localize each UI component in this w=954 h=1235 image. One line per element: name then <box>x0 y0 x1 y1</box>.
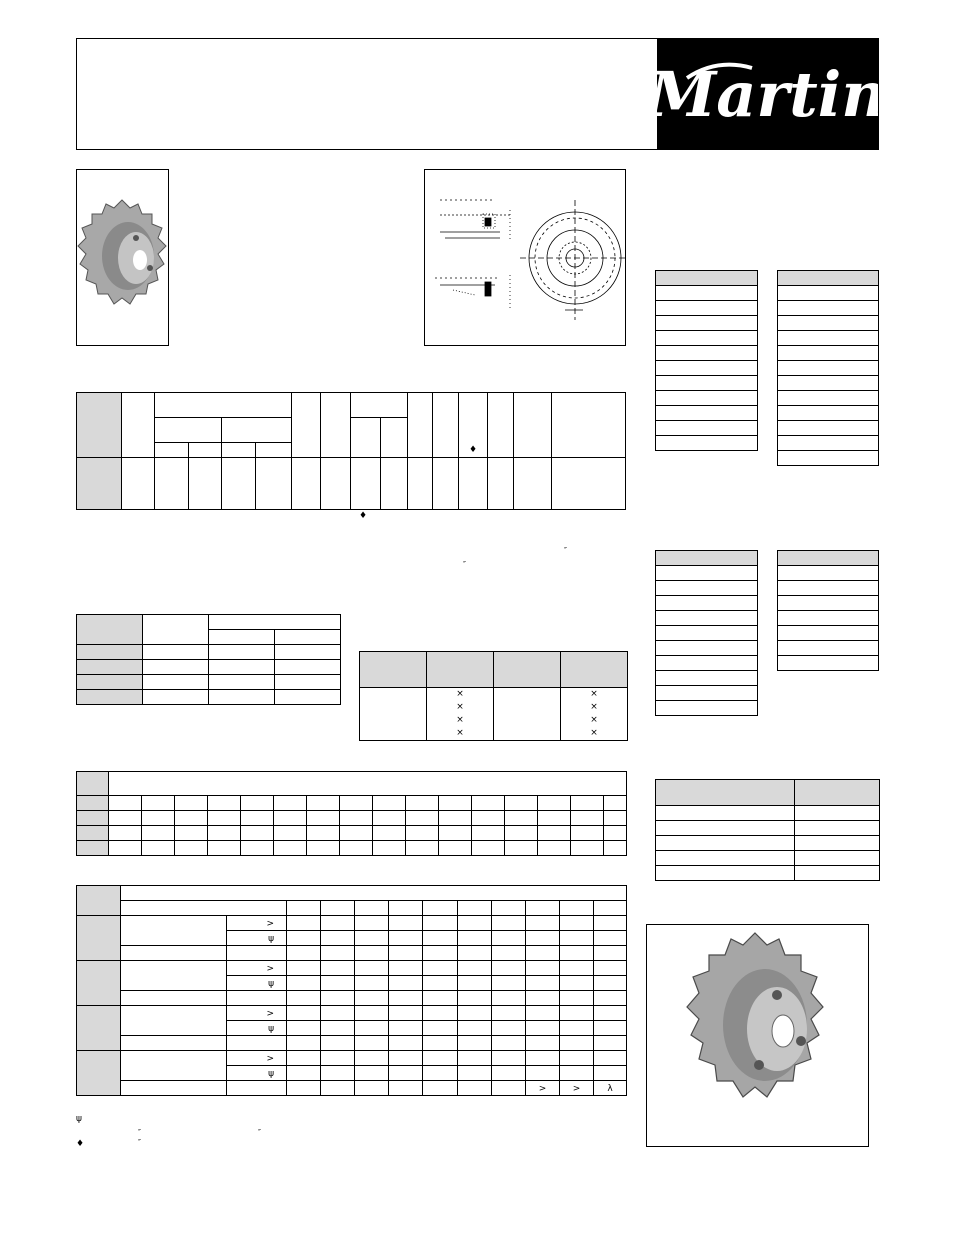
times-icon: × <box>456 702 464 712</box>
product-photo-frame <box>76 169 169 346</box>
side-table-b <box>777 270 879 466</box>
side-table-c <box>655 550 758 716</box>
times-icon: × <box>590 689 598 699</box>
inch-mark-icon: ″ <box>138 1138 141 1147</box>
dimension-table <box>359 651 628 741</box>
bore-table <box>76 614 341 705</box>
logo-text: Martin <box>657 58 878 131</box>
gt-icon: > <box>266 1053 274 1064</box>
inch-mark-icon: ″ <box>463 560 466 569</box>
psi-icon: ψ <box>268 978 274 989</box>
times-icon: × <box>456 689 464 699</box>
inch-mark-icon: ″ <box>258 1128 261 1137</box>
times-icon: × <box>456 715 464 725</box>
martin-logo <box>657 38 878 149</box>
psi-icon: ψ <box>268 1068 274 1079</box>
side-table-d <box>777 550 879 671</box>
psi-icon: ψ <box>268 1023 274 1034</box>
diamond-icon: ♦ <box>469 445 478 455</box>
gt-icon: > <box>538 1083 547 1094</box>
footnote-diamond-icon: ♦ <box>359 511 368 521</box>
lambda-icon: λ <box>607 1083 613 1094</box>
sprocket-photo <box>77 170 168 345</box>
technical-drawing <box>425 170 625 345</box>
gt-icon: > <box>266 963 274 974</box>
product-photo-large-frame <box>646 924 869 1147</box>
footnote-psi-icon: ψ <box>76 1114 82 1124</box>
inch-mark-icon: ″ <box>138 1128 141 1137</box>
side-table-a <box>655 270 758 451</box>
times-icon: × <box>456 728 464 738</box>
rating-table <box>76 885 627 1096</box>
technical-drawing-frame <box>424 169 626 346</box>
inch-mark-icon: ″ <box>564 546 567 555</box>
times-icon: × <box>590 728 598 738</box>
spec-table <box>76 392 626 510</box>
gt-icon: > <box>266 918 274 929</box>
psi-icon: ψ <box>268 933 274 944</box>
gt-icon: > <box>266 1008 274 1019</box>
sprocket-photo-large <box>647 925 868 1146</box>
gt-icon: > <box>572 1083 581 1094</box>
martin-logo-art <box>657 38 878 149</box>
side-table-e <box>655 779 880 881</box>
times-icon: × <box>590 702 598 712</box>
footnote-diamond-icon: ♦ <box>76 1139 85 1149</box>
wide-table-1 <box>76 771 627 856</box>
times-icon: × <box>590 715 598 725</box>
